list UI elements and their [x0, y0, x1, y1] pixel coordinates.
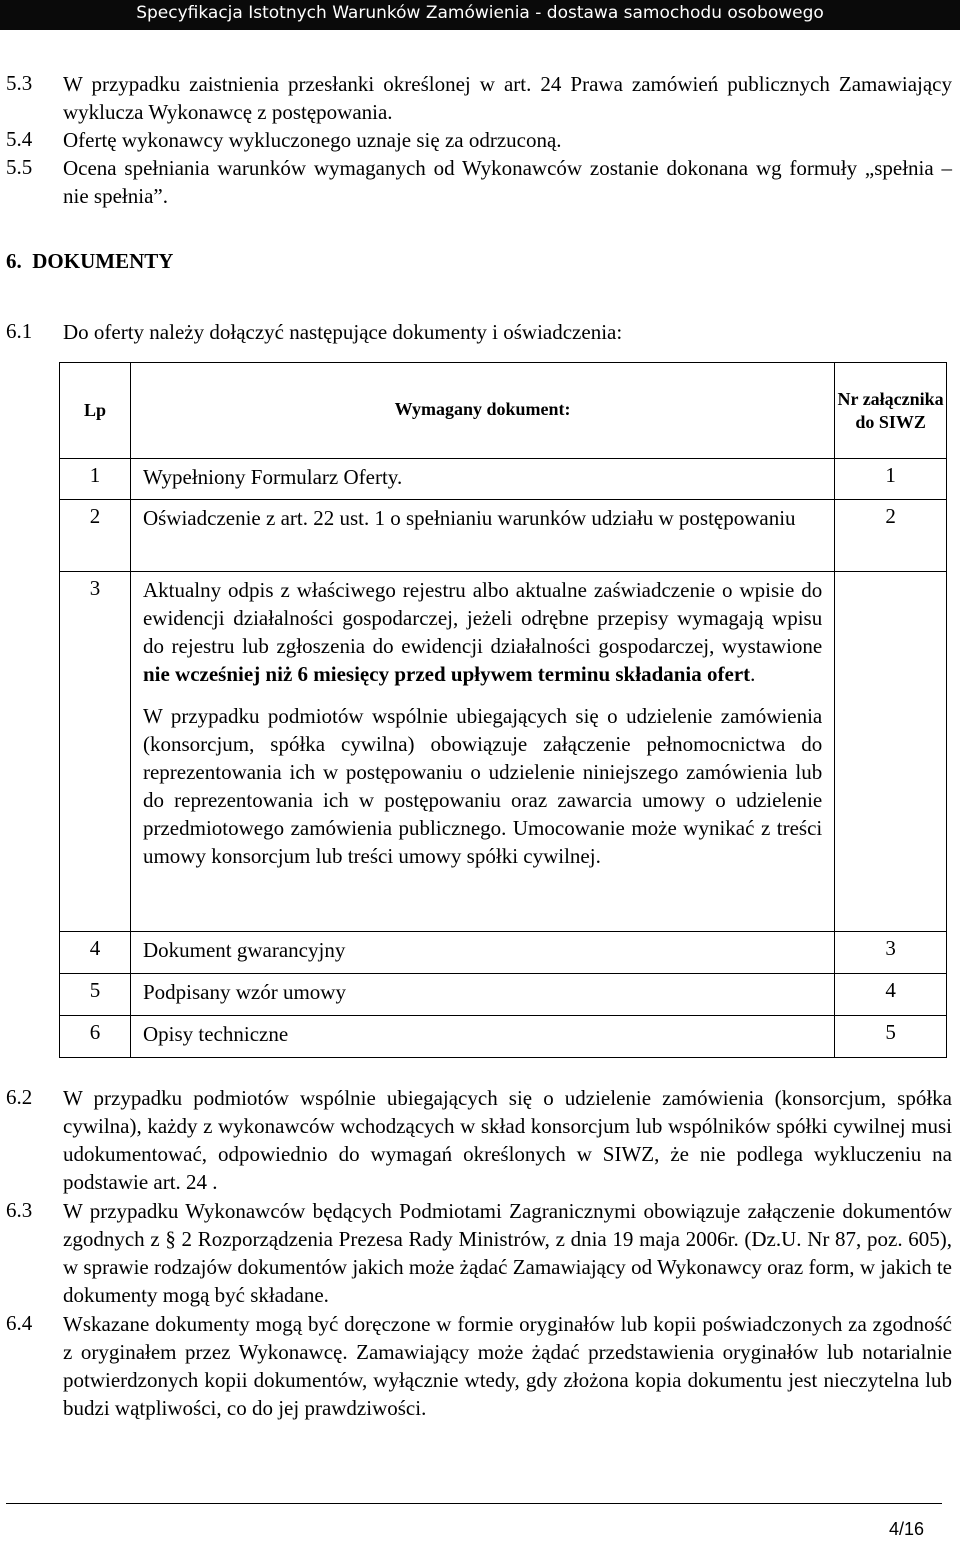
row-attachment-no: 2: [835, 500, 947, 572]
header-lp: Lp: [60, 363, 131, 459]
row-document: Opisy techniczne: [130, 1016, 834, 1058]
footer-divider: [6, 1503, 942, 1504]
header-document: Wymagany dokument:: [130, 363, 834, 459]
paragraph-text: W przypadku podmiotów wspólnie ubiegających się o udzielenie zamówienia (konsorcjum, spółka cywilna), każdy z wykonawców wchodzących w skład konsorcjum lub wspólników spółki cywilnej musi udokumentować, odpowiednio do wymagań określonych w SIWZ, że nie podlega wykluczeniu na podstawie art. 24 .: [63, 1086, 952, 1194]
paragraph-text: Wskazane dokumenty mogą być doręczone w formie oryginałów lub kopii poświadczonych za zgodność z oryginałem przez Wykonawcę. Zamawiający może żądać przedstawienia oryginałów lub notarialnie potwierdzonych kopii dokumentów, wyłącznie wtedy, gdy złożona kopia dokumentu jest nieczytelna lub budzi wątpliwości, co do jej prawdziwości.: [63, 1312, 952, 1420]
row-lp: 1: [60, 459, 131, 500]
row-attachment-no: 1: [835, 459, 947, 500]
paragraph-number: 5.5: [6, 155, 33, 179]
header-title: Specyfikacja Istotnych Warunków Zamówienia - dostawa samochodu osobowego: [136, 3, 824, 23]
document-text-end: .: [750, 662, 756, 686]
page-number: 4/16: [888, 1519, 924, 1539]
paragraph-text: W przypadku Wykonawców będących Podmiotami Zagranicznymi obowiązuje załączenie dokumentów zgodnych z § 2 Rozporządzenia Prezesa Rady Ministrów, z dnia 19 maja 2006r. (Dz.U. Nr 87, poz. 605), w sprawie rodzajów dokumentów jakich może żądać Zamawiający od Wykonawcy oraz form, w jakich te dokumenty mogą być składane.: [63, 1199, 952, 1307]
document-header: [0, 0, 960, 30]
documents-table: [59, 362, 947, 1058]
paragraph-number: 5.3: [6, 71, 33, 95]
paragraph-text: Ofertę wykonawcy wykluczonego uznaje się za odrzuconą.: [63, 128, 562, 152]
row-attachment-no: [835, 572, 947, 932]
table-row: [60, 572, 947, 932]
section-title: 6. DOKUMENTY: [6, 249, 174, 273]
table-row: [60, 459, 947, 500]
row-document: Oświadczenie z art. 22 ust. 1 o spełnianiu warunków udziału w postępowaniu: [130, 500, 834, 572]
table-row: [60, 500, 947, 572]
document-text: Aktualny odpis z właściwego rejestru albo aktualne zaświadczenie o wpisie do ewidencji działalności gospodarczej, jeżeli odrębne przepisy wymagają wpisu do rejestru lub zgłoszenia do ewidencji działalności gospodarczej, wystawione: [142, 578, 823, 658]
row-lp: 6: [60, 1016, 131, 1058]
table-row: [60, 932, 947, 974]
row-document: Podpisany wzór umowy: [130, 974, 834, 1016]
row-document: Dokument gwarancyjny: [130, 932, 834, 974]
table-header-row: [60, 363, 947, 459]
paragraph-number: 6.1: [6, 319, 33, 343]
row-attachment-no: 3: [835, 932, 947, 974]
row-lp: 3: [60, 572, 131, 932]
paragraph-number: 6.4: [6, 1311, 33, 1335]
paragraph-number: 6.2: [6, 1085, 33, 1109]
paragraph-text: Ocena spełniania warunków wymaganych od Wykonawców zostanie dokonana wg formuły „spełnia – nie spełnia”.: [63, 156, 952, 208]
row-document: Wypełniony Formularz Oferty.: [130, 459, 834, 500]
table-row: [60, 1016, 947, 1058]
document-emphasis: nie wcześniej niż 6 miesięcy przed upływem terminu składania ofert: [142, 662, 751, 686]
row-document-part-1: [143, 576, 822, 688]
row-lp: 2: [60, 500, 131, 572]
row-attachment-no: 4: [835, 974, 947, 1016]
row-lp: 4: [60, 932, 131, 974]
row-document-part-2: W przypadku podmiotów wspólnie ubiegających się o udzielenie zamówienia (konsorcjum, spółka cywilna) obowiązuje załączenie pełnomocnictwa do reprezentowania ich w postępowaniu o udzielenie niniejszego zamówienia lub do reprezentowania ich w postępowaniu oraz zawarcia umowy o udzielenie przedmiotowego zamówienia publicznego. Umocowanie może wynikać z treści umowy konsorcjum lub treści umowy spółki cywilnej.: [142, 704, 823, 868]
paragraph-text: Do oferty należy dołączyć następujące dokumenty i oświadczenia:: [63, 320, 623, 344]
header-attachment-no: Nr załącznika do SIWZ: [835, 363, 947, 459]
row-document: [130, 572, 834, 932]
table-row: [60, 974, 947, 1016]
row-attachment-no: 5: [835, 1016, 947, 1058]
paragraph-text: W przypadku zaistnienia przesłanki określonej w art. 24 Prawa zamówień publicznych Zamawiający wyklucza Wykonawcę z postępowania.: [63, 72, 952, 124]
row-lp: 5: [60, 974, 131, 1016]
paragraph-number: 6.3: [6, 1198, 33, 1222]
paragraph-number: 5.4: [6, 127, 33, 151]
